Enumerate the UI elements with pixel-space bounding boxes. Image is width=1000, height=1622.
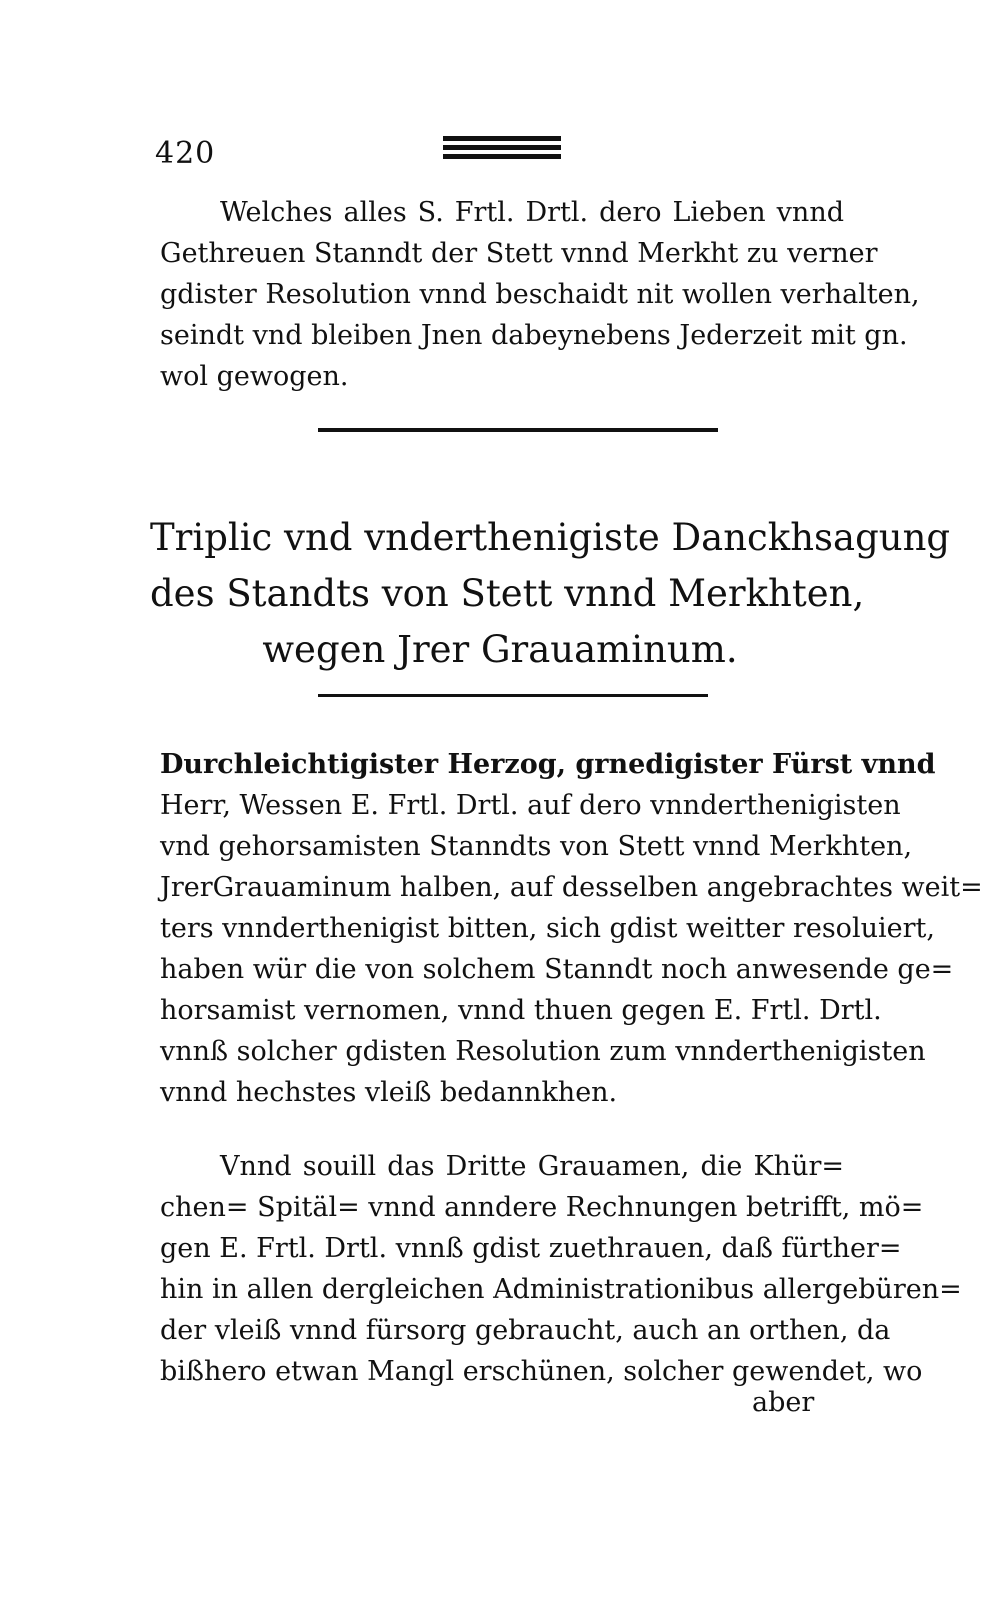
text-line: vnnd hechstes vleiß bedannkhen. xyxy=(160,1077,618,1108)
text-line: Durchleichtigister Herzog, grnedigister Fürst vnnd xyxy=(160,749,936,780)
text-line: hin in allen dergleichen Administrationibus allergebüren= xyxy=(160,1274,962,1305)
page-number: 420 xyxy=(155,136,216,171)
title-line: des Standts von Stett vnnd Merkhten, xyxy=(150,572,865,615)
text-line: Herr, Wessen E. Frtl. Drtl. auf dero vnnderthenigisten xyxy=(160,790,901,821)
section-divider xyxy=(318,428,718,432)
text-line: gen E. Frtl. Drtl. vnnß gdist zuethrauen, daß fürther= xyxy=(160,1233,902,1264)
text-line: Vnnd souill das Dritte Grauamen, die Khür= xyxy=(220,1151,844,1182)
text-line: bißhero etwan Mangl erschünen, solcher gewendet, wo xyxy=(160,1356,923,1387)
title-line: wegen Jrer Grauaminum. xyxy=(262,628,738,671)
header-ornament xyxy=(443,136,561,163)
text-line: Gethreuen Stanndt der Stett vnnd Merkht zu verner xyxy=(160,238,878,269)
text-line: chen= Spitäl= vnnd anndere Rechnungen betrifft, mö= xyxy=(160,1192,924,1223)
text-line: seindt vnd bleiben Jnen dabeynebens Jederzeit mit gn. xyxy=(160,320,908,351)
ornament-bar xyxy=(443,145,561,150)
ornament-bar xyxy=(443,136,561,141)
text-line: vnnß solcher gdisten Resolution zum vnnderthenigisten xyxy=(160,1036,926,1067)
paragraph-grauamen xyxy=(160,1146,962,1392)
text-line: JrerGrauaminum halben, auf desselben angebrachtes weit= xyxy=(160,872,983,903)
section-title xyxy=(150,510,951,678)
text-line: vnd gehorsamisten Stanndts von Stett vnnd Merkhten, xyxy=(160,831,913,862)
section-divider xyxy=(318,694,708,697)
text-line: Welches alles S. Frtl. Drtl. dero Lieben vnnd xyxy=(220,197,844,228)
ornament-bar xyxy=(443,154,561,159)
paragraph-address xyxy=(160,744,983,1113)
title-line: Triplic vnd vnderthenigiste Danckhsagung xyxy=(150,516,951,559)
text-line: haben wür die von solchem Stanndt noch anwesende ge= xyxy=(160,954,954,985)
text-line: ters vnnderthenigist bitten, sich gdist weitter resoluiert, xyxy=(160,913,935,944)
text-line: wol gewogen. xyxy=(160,361,349,392)
catchword: aber xyxy=(752,1387,815,1418)
text-line: der vleiß vnnd fürsorg gebraucht, auch an orthen, da xyxy=(160,1315,891,1346)
paragraph-closing xyxy=(160,192,920,397)
text-line: gdister Resolution vnnd beschaidt nit wollen verhalten, xyxy=(160,279,920,310)
text-line: horsamist vernomen, vnnd thuen gegen E. Frtl. Drtl. xyxy=(160,995,882,1026)
